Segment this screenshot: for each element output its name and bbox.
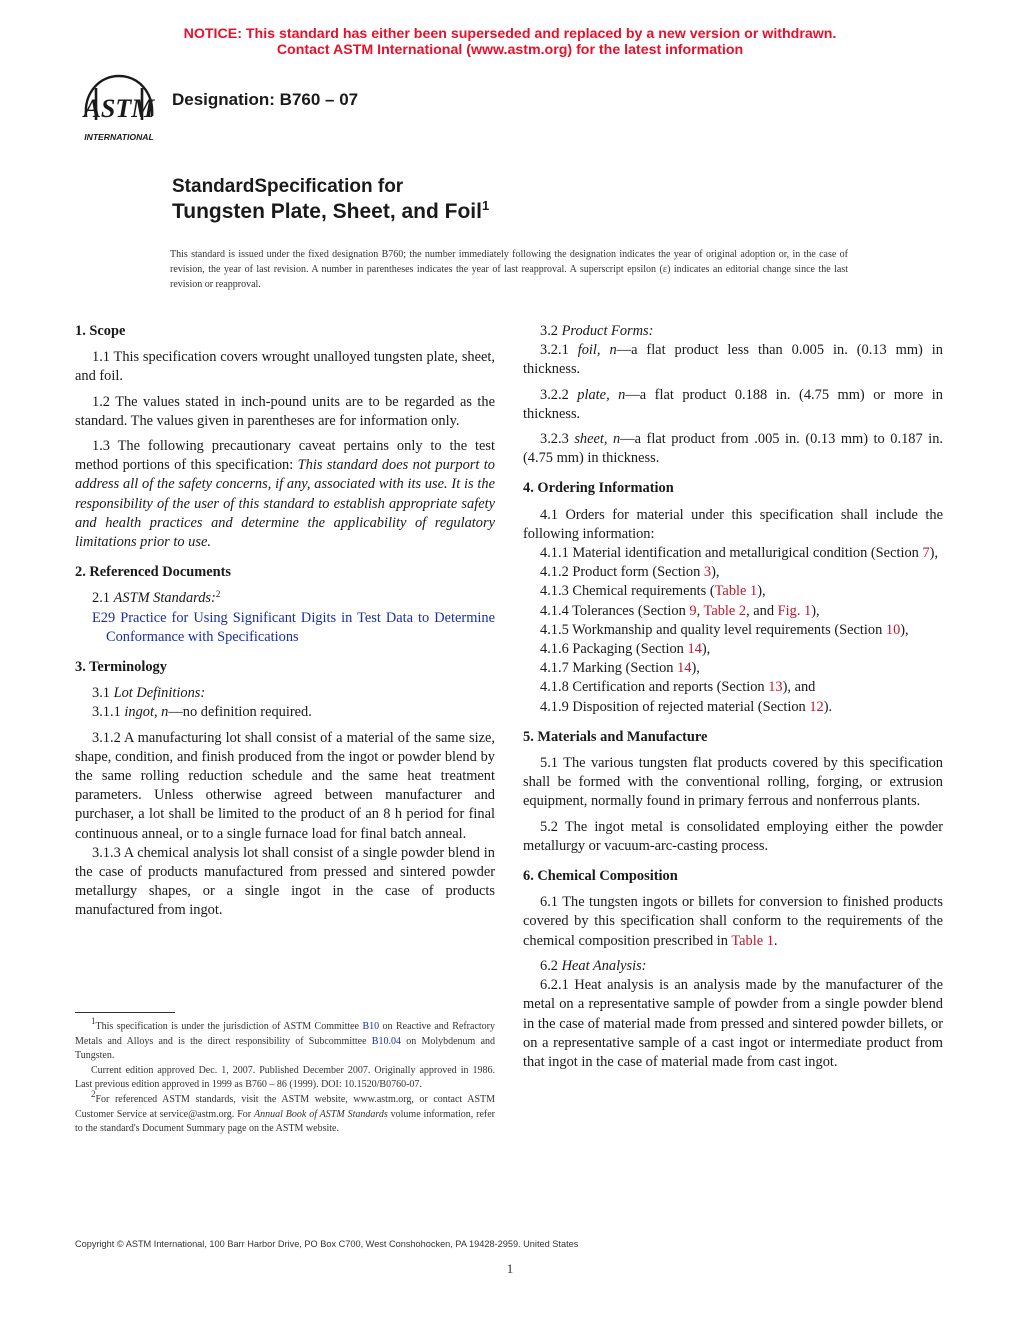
- term-plate: plate, n: [577, 386, 626, 403]
- link-fig-1[interactable]: Fig. 1: [777, 602, 812, 619]
- left-column: [75, 322, 495, 921]
- para-4-1-6: [523, 640, 943, 659]
- link-table-1-chem[interactable]: Table 1: [731, 932, 774, 949]
- astm-logo: [78, 72, 160, 144]
- title-footnote-mark[interactable]: 1: [481, 198, 490, 213]
- section-6-heading: 6. Chemical Composition: [523, 868, 678, 885]
- t61a: 6.1 The tungsten ingots or billets for conversion to finished products covered by this specification shall conform to the requirements of the chemical composition prescribed in: [523, 894, 943, 949]
- logo-caption: INTERNATIONAL: [84, 132, 154, 142]
- link-subcommittee-b1004[interactable]: B10.04: [371, 1035, 401, 1047]
- def-foil: —a flat product less than 0.005 in. (0.13 mm) in thickness.: [523, 342, 943, 378]
- term-ingot: ingot, n: [124, 704, 169, 721]
- t416a: 4.1.6 Packaging (Section: [540, 641, 688, 658]
- logo-mark: ASTM: [83, 94, 155, 123]
- term-sheet: sheet, n: [574, 431, 621, 448]
- para-1-2: 1.2 The values stated in inch-pound units are to be regarded as the standard. The values given in parentheses are for information only.: [75, 393, 495, 429]
- para-3-1-num: 3.1: [92, 685, 110, 702]
- ref-e29-link[interactable]: E29 Practice for Using Significant Digits in Test Data to Determine Conformance with Specifications: [92, 609, 495, 645]
- t411b: ),: [929, 545, 939, 562]
- t411a: 4.1.1 Material identification and metallurigical condition (Section: [540, 545, 923, 562]
- para-4-1-7: [523, 659, 943, 678]
- t418b: ), and: [782, 679, 816, 696]
- link-section-12[interactable]: 12: [809, 698, 824, 715]
- para-4-1-2: [523, 563, 943, 582]
- t418a: 4.1.8 Certification and reports (Section: [540, 679, 769, 696]
- t414a: 4.1.4 Tolerances (Section: [540, 602, 690, 619]
- para-3-2-1-num: 3.2.1: [540, 342, 569, 359]
- para-4-1-9: [523, 698, 943, 717]
- footnote-1-mark: 1: [91, 1016, 96, 1026]
- para-2-1: [75, 589, 495, 608]
- footnote-2: [75, 1088, 495, 1137]
- para-2-1-label: ASTM Standards:: [113, 590, 216, 607]
- t414s2: , and: [746, 602, 778, 619]
- para-5-2: 5.2 The ingot metal is consolidated employing either the powder metallurgy or vacuum-arc-casting process.: [523, 818, 943, 854]
- para-6-2: [523, 957, 943, 976]
- section-1-heading: 1. Scope: [75, 323, 126, 339]
- t61b: .: [773, 932, 778, 949]
- t415a: 4.1.5 Workmanship and quality level requirements (Section: [540, 621, 886, 638]
- t417a: 4.1.7 Marking (Section: [540, 660, 678, 677]
- para-6-2-label: Heat Analysis:: [561, 957, 647, 974]
- para-3-2-2-num: 3.2.2: [540, 386, 569, 403]
- document-title: [172, 175, 489, 225]
- para-3-1-3: 3.1.3 A chemical analysis lot shall consist of a single powder blend in the case of products manufactured from pressed and sintered powder metallurgy shapes, or a single ingot in the case of products manufactured from ingot.: [75, 844, 495, 919]
- t415b: ),: [900, 621, 909, 638]
- def-ingot: —no definition required.: [168, 704, 312, 721]
- link-table-2[interactable]: Table 2: [703, 602, 747, 619]
- para-6-2-num: 6.2: [540, 957, 558, 974]
- superseded-notice: [0, 27, 1020, 58]
- link-section-10[interactable]: 10: [885, 621, 901, 638]
- para-4-1-5: [523, 621, 943, 640]
- safety-caveat: This standard does not purport to address all of the safety concerns, if any, associated with its use. It is the responsibility of the user of this standard to establish appropriate safety and health practices and determine the applicability of regulatory limitations prior to use.: [75, 457, 495, 551]
- link-section-7[interactable]: 7: [922, 545, 930, 562]
- para-1-3-intro: 1.3 The following precautionary caveat pertains only to the test method portions of this specification:: [75, 438, 495, 474]
- t416b: ),: [701, 641, 711, 658]
- para-1-1: 1.1 This specification covers wrought unalloyed tungsten plate, sheet, and foil.: [75, 349, 495, 385]
- footnote-2-num: 2: [91, 1088, 96, 1099]
- fn1a: This specification is under the jurisdiction of ASTM Committee: [95, 1021, 363, 1032]
- para-4-1: 4.1 Orders for material under this specification shall include the following information:: [523, 506, 943, 542]
- para-4-1-4: [523, 602, 943, 621]
- para-3-2-label: Product Forms:: [561, 323, 654, 339]
- fn2b: volume information, refer to the standard's Document Summary page on the ASTM website.: [75, 1108, 495, 1135]
- para-5-1: 5.1 The various tungsten flat products covered by this specification shall be formed with the conventional rolling, forging, or extrusion equipment, normally found in primary ferrous and nonferrous plants.: [523, 755, 943, 810]
- para-2-1-num: 2.1: [92, 590, 110, 607]
- footnote-1: [75, 1016, 496, 1064]
- section-2-heading: 2. Referenced Documents: [75, 564, 231, 581]
- link-section-13[interactable]: 13: [768, 679, 783, 696]
- link-section-14-packaging[interactable]: 14: [687, 641, 702, 658]
- title-line-1: StandardSpecification for: [172, 176, 404, 197]
- fn1c: on Molybdenum and Tungsten.: [75, 1035, 496, 1062]
- para-3-2-3-num: 3.2.3: [540, 431, 569, 448]
- para-3-2: [523, 322, 943, 341]
- t413b: ),: [757, 583, 766, 600]
- para-4-1-1: [523, 544, 943, 563]
- designation: Designation: B760 – 07: [172, 90, 359, 109]
- footnote-divider: [75, 1012, 175, 1013]
- issuance-statement: This standard is issued under the fixed designation B760; the number immediately following the designation indicates the year of original adoption or, in the case of revision, the year of last revision. A number in parentheses indicates the year of last reapproval. A superscript epsilon (ε) indicates an editorial change since the last revision or reapproval.: [170, 249, 848, 290]
- section-3-heading: 3. Terminology: [75, 659, 167, 676]
- footnote-1-edition: Current edition approved Dec. 1, 2007. Published December 2007. Originally approved in 1986. Last previous edition approved in 1999 as B760 – 86 (1999). DOI: 10.1520/B0760-07.: [75, 1064, 495, 1091]
- title-line-2: Tungsten Plate, Sheet, and Foil: [172, 200, 482, 223]
- link-table-1[interactable]: Table 1: [714, 583, 758, 600]
- para-3-1-1: [75, 703, 495, 722]
- link-section-14-marking[interactable]: 14: [677, 660, 692, 677]
- para-3-1-2: 3.1.2 A manufacturing lot shall consist of a material of the same size, shape, condition, and finish produced from the ingot or powder blend by the same rolling reduction schedule and the same heat treatment parameters. Unless otherwise agreed between manufacturer and purchaser, a lot shall be limited to the product of an 8 h period for final continuous anneal, or to a single furnace load for final batch anneal.: [75, 729, 495, 842]
- def-sheet: —a flat product from .005 in. (0.13 mm) to 0.187 in. (4.75 mm) in thickness.: [523, 431, 943, 467]
- para-1-3: [75, 437, 495, 552]
- term-foil: foil, n: [577, 342, 617, 359]
- para-6-1: [523, 893, 943, 951]
- t419b: ).: [823, 698, 833, 715]
- notice-line-1: NOTICE: This standard has either been superseded and replaced by a new version or withdrawn.: [183, 26, 837, 42]
- page-number: 1: [506, 1261, 514, 1276]
- para-3-1-1-num: 3.1.1: [92, 704, 121, 721]
- para-3-2-1: [523, 341, 943, 379]
- t419a: 4.1.9 Disposition of rejected material (Section: [540, 698, 810, 715]
- section-5-heading: 5. Materials and Manufacture: [523, 728, 708, 745]
- def-plate: —a flat product 0.188 in. (4.75 mm) or more in thickness.: [523, 386, 943, 422]
- fn2-italic: Annual Book of ASTM Standards: [253, 1108, 388, 1120]
- section-4-heading: 4. Ordering Information: [523, 480, 674, 497]
- footnotes: [75, 1016, 496, 1137]
- link-committee-b10[interactable]: B10: [362, 1021, 380, 1032]
- para-3-2-3: [523, 430, 943, 468]
- fn1b: on Reactive and Refractory Metals and Alloys and is the direct responsibility of Subcommittee: [75, 1021, 495, 1047]
- fn2a: For referenced ASTM standards, visit the ASTM website, www.astm.org, or contact ASTM Customer Service at service@astm.org. For: [75, 1093, 495, 1120]
- para-4-1-3: [523, 582, 943, 601]
- para-3-2-2: [523, 386, 943, 424]
- para-6-2-1: 6.2.1 Heat analysis is an analysis made by the manufacturer of the metal on a representative sample of powder from a single powder blend in the case of material made from pressed and sintered powder billets, or on a representative sample of a cast ingot or intermediate product from that ingot in the case of material made from cast ingot.: [523, 977, 943, 1070]
- t417b: ),: [691, 660, 700, 677]
- copyright-line: Copyright © ASTM International, 100 Barr Harbor Drive, PO Box C700, West Conshohocken, PA 19428-2959. United States: [75, 1239, 579, 1249]
- t414s1: ,: [696, 602, 704, 619]
- notice-line-2: Contact ASTM International (www.astm.org) for the latest information: [276, 41, 744, 58]
- para-3-1-label: Lot Definitions:: [113, 685, 206, 702]
- t413a: 4.1.3 Chemical requirements (: [540, 583, 715, 600]
- footnote-2-mark[interactable]: 2: [215, 589, 221, 600]
- para-3-2-num: 3.2: [540, 323, 558, 339]
- link-section-3[interactable]: 3: [703, 564, 712, 581]
- para-3-1: [75, 684, 495, 703]
- t414b: ),: [811, 602, 820, 619]
- t412a: 4.1.2 Product form (Section: [540, 564, 704, 581]
- t412b: ),: [711, 564, 720, 581]
- link-section-9[interactable]: 9: [689, 602, 697, 619]
- para-4-1-8: [523, 678, 943, 697]
- right-column: [523, 322, 943, 1072]
